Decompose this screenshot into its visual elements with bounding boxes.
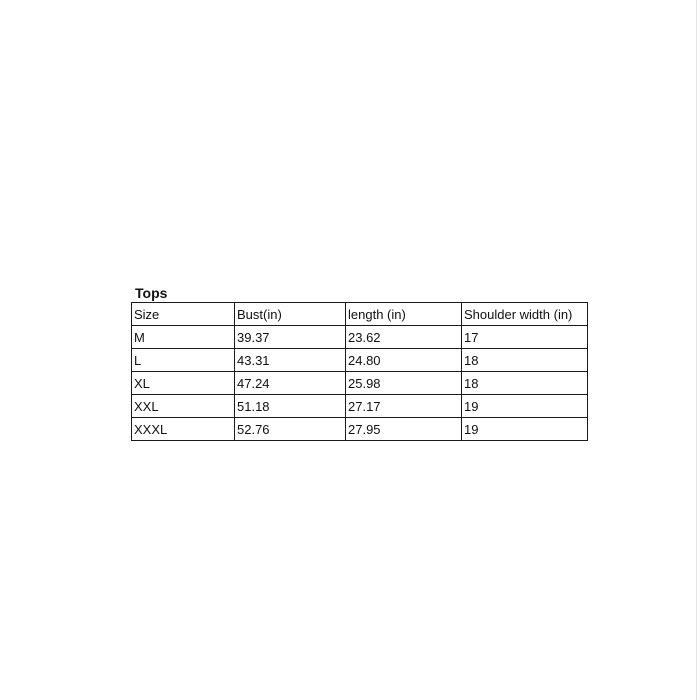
table-header-row: [132, 303, 588, 326]
cell-shoulder-width: 19: [462, 395, 588, 418]
cell-size: XXXL: [132, 418, 235, 441]
header-cell-bust: Bust(in): [235, 303, 346, 326]
table-row: [132, 372, 588, 395]
cell-length: 27.95: [346, 418, 462, 441]
cell-size: XL: [132, 372, 235, 395]
cell-shoulder-width: 17: [462, 326, 588, 349]
cell-size: XXL: [132, 395, 235, 418]
table-row: [132, 326, 588, 349]
table-row: [132, 349, 588, 372]
size-table: [131, 302, 588, 441]
cell-length: 27.17: [346, 395, 462, 418]
cell-bust: 52.76: [235, 418, 346, 441]
cell-length: 23.62: [346, 326, 462, 349]
cell-shoulder-width: 18: [462, 349, 588, 372]
header-cell-length: length (in): [346, 303, 462, 326]
cell-size: L: [132, 349, 235, 372]
cell-bust: 39.37: [235, 326, 346, 349]
right-edge-line: [696, 0, 697, 700]
table-title: Tops: [135, 285, 168, 301]
table-row: [132, 395, 588, 418]
cell-size: M: [132, 326, 235, 349]
cell-bust: 47.24: [235, 372, 346, 395]
cell-length: 25.98: [346, 372, 462, 395]
cell-shoulder-width: 18: [462, 372, 588, 395]
size-chart: [131, 285, 588, 441]
header-cell-shoulder-width: Shoulder width (in): [462, 303, 588, 326]
cell-shoulder-width: 19: [462, 418, 588, 441]
header-cell-size: Size: [132, 303, 235, 326]
cell-bust: 51.18: [235, 395, 346, 418]
table-row: [132, 418, 588, 441]
cell-bust: 43.31: [235, 349, 346, 372]
cell-length: 24.80: [346, 349, 462, 372]
